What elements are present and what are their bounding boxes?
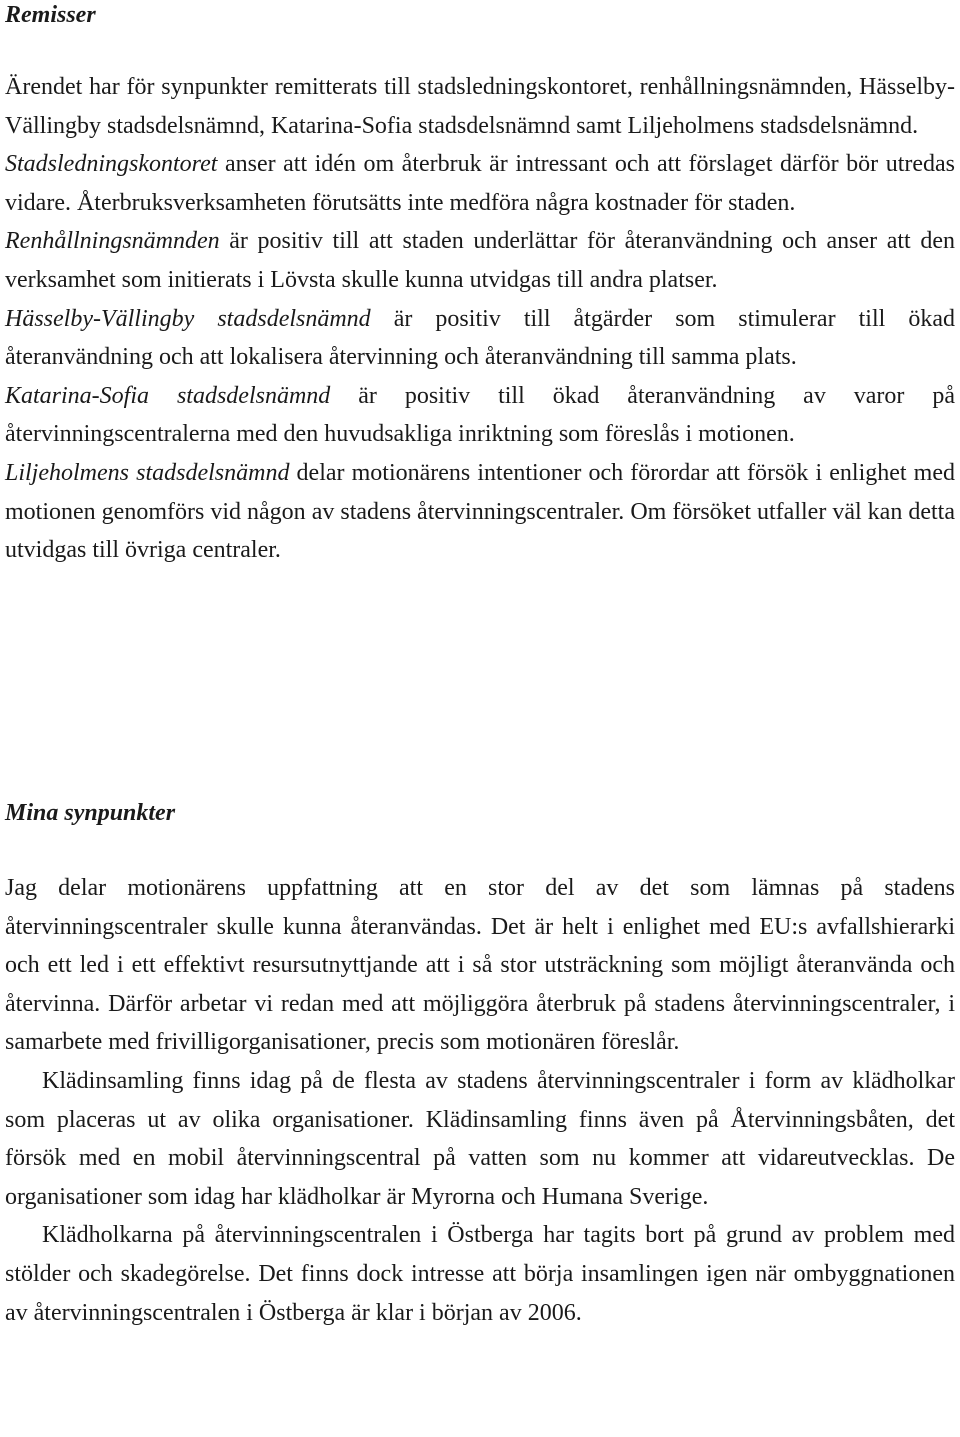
response-liljeholmen	[5, 454, 955, 570]
remisser-body	[5, 68, 955, 570]
paragraph: Klädholkarna på återvinningscentralen i Östberga har tagits bort på grund av problem med stölder och skadegörelse. Det finns dock intresse att börja insamlingen igen när ombyggnationen av återvinningscentralen i Östberga är klar i början av 2006.	[5, 1222, 955, 1326]
response-org: Liljeholmens stadsdelsnämnd	[5, 459, 290, 486]
paragraph: Klädinsamling finns idag på de flesta av stadens återvinningscentraler i form av klädholkar som placeras ut av olika organisationer. Klädinsamling finns även på Återvinningsbåten, det försök med en mobil återvinningscentral på vatten som nu kommer att vidareutvecklas. De organisationer som idag har klädholkar är Myrorna och Humana Sverige.	[5, 1067, 955, 1210]
response-text: är positiv till att staden underlättar för återanvändning och anser att den verksamhet som initierats i Lövsta skulle kunna utvidgas till andra platser.	[5, 228, 955, 293]
response-org: Stadsledningskontoret	[5, 151, 218, 178]
mina-synpunkter-body	[5, 869, 955, 1332]
paragraph: Jag delar motionärens uppfattning att en stor del av det som lämnas på stadens återvinningscentraler skulle kunna återanvändas. Det är helt i enlighet med EU:s avfallshierarki och ett led i ett effektivt resursutnyttjande att i så stor utsträckning som möjligt återanvända och återvinna. Därför arbetar vi redan med att möjliggöra återbruk på stadens återvinningscentraler, i samarbete med frivilligorganisationer, precis som motionären föreslår.	[5, 875, 955, 1056]
remisser-intro: Ärendet har för synpunkter remitterats till stadsledningskontoret, renhållningsnämnden, Hässelby-Vällingby stadsdelsnämnd, Katarina-Sofia stadsdelsnämnd samt Liljeholmens stadsdelsnämnd.	[5, 74, 955, 139]
response-text: delar motionärens intentioner och förordar att försök i enlighet med motionen genomförs vid någon av stadens återvinningscentraler. Om försöket utfaller väl kan detta utvidgas till övriga centraler.	[5, 459, 955, 564]
section-heading-mina-synpunkter: Mina synpunkter	[5, 800, 176, 826]
section-heading-remisser: Remisser	[5, 2, 96, 28]
response-text: är positiv till åtgärder som stimulerar till ökad återanvändning och att lokalisera återvinning och återanvändning till samma plats.	[5, 305, 955, 371]
response-org: Hässelby-Vällingby stadsdelsnämnd	[5, 305, 371, 332]
response-renhallningsnamnden	[5, 222, 955, 299]
response-org: Katarina-Sofia stadsdelsnämnd	[5, 382, 331, 409]
response-hasselby-vallingby	[5, 300, 955, 377]
response-org: Renhållningsnämnden	[5, 228, 220, 255]
response-katarina-sofia	[5, 377, 955, 454]
response-text: anser att idén om återbruk är intressant och att förslaget därför bör utredas vidare. Återbruksverksamheten förutsätts inte medföra några kostnader för staden.	[5, 151, 955, 216]
response-text: är positiv till ökad återanvändning av varor på återvinningscentralerna med den huvudsakliga inriktning som föreslås i motionen.	[5, 382, 955, 448]
response-stadsledningskontoret	[5, 145, 955, 222]
